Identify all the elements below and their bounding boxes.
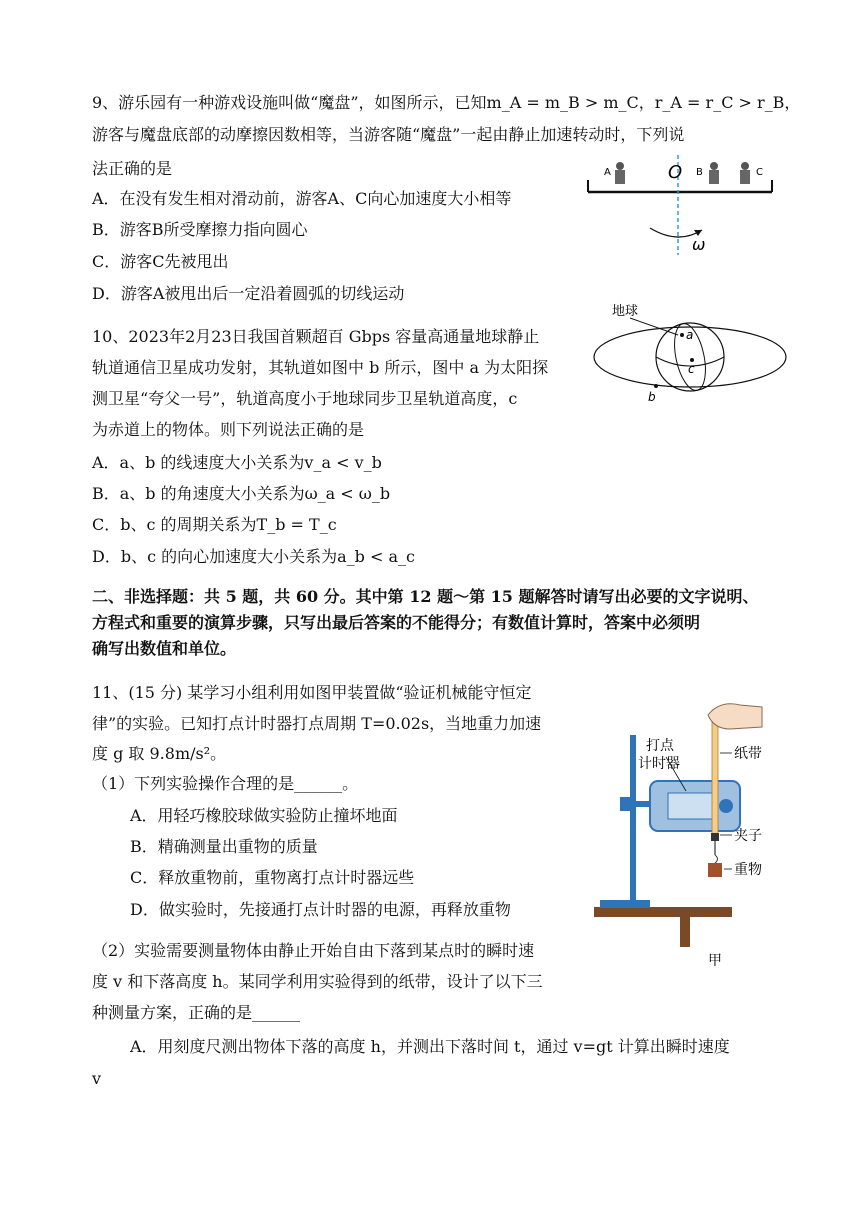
- q9-option-a: A．在没有发生相对滑动前，游客A、C向心加速度大小相等: [92, 189, 512, 208]
- q11-stem-line-2: 律”的实验。已知打点计时器打点周期 T=0.02s，当地重力加速: [92, 714, 542, 733]
- q11-sub2-line-2: 度 v 和下落高度 h。某同学利用实验得到的纸带，设计了以下三: [92, 972, 543, 991]
- hand-icon: [708, 704, 762, 729]
- q9-stem-line-2: 游客与魔盘底部的动摩擦因数相等，当游客随“魔盘”一起由静止加速转动时，下列说: [92, 125, 685, 144]
- omega-label: ω: [692, 235, 706, 254]
- q10-stem-line-1: 10、2023年2月23日我国首颗超百 Gbps 容量高通量地球静止: [92, 327, 540, 346]
- q11-sub1-option-b: B．精确测量出重物的质量: [130, 837, 318, 856]
- q11-sub1-option-c: C．释放重物前，重物离打点计时器远些: [130, 868, 415, 887]
- timer-label-2: 计时器: [638, 756, 680, 772]
- magic-disc-figure: [580, 150, 780, 260]
- disc-label-a: A: [604, 167, 611, 178]
- weight-icon: [708, 863, 722, 877]
- object-c-label: c: [688, 362, 695, 376]
- rider-c-icon: [740, 162, 750, 184]
- q11-stem-line-3: 度 g 取 9.8m/s²。: [92, 744, 227, 763]
- q10-option-a: A．a、b 的线速度大小关系为v_a < v_b: [92, 453, 382, 472]
- q11-sub2-line-1: （2）实验需要测量物体由静止开始自由下落到某点时的瞬时速: [92, 941, 535, 960]
- rider-a-icon: [615, 162, 625, 184]
- q9-option-d: D．游客A被甩出后一定沿着圆弧的切线运动: [92, 284, 405, 303]
- rider-b-icon: [709, 162, 719, 184]
- clip-label: 夹子: [734, 828, 762, 844]
- tape-label: 纸带: [734, 746, 762, 762]
- q10-option-c: C．b、c 的周期关系为T_b = T_c: [92, 515, 337, 534]
- timer-label-1: 打点: [646, 738, 674, 754]
- q11-sub2-option-a-line-2: v: [92, 1069, 102, 1088]
- figure-jia-label: 甲: [708, 953, 722, 969]
- section2-line-3: 确写出数值和单位。: [92, 639, 237, 658]
- free-fall-apparatus-figure: [590, 695, 780, 975]
- paper-tape-icon: [712, 710, 718, 838]
- q11-sub1-option-a: A．用轻巧橡胶球做实验防止撞坏地面: [130, 806, 398, 825]
- orbit-figure: [590, 295, 795, 405]
- satellite-a-label: a: [686, 328, 694, 342]
- satellite-b-label: b: [648, 390, 656, 404]
- q9-option-c: C．游客C先被甩出: [92, 252, 229, 271]
- q10-stem-line-3: 测卫星“夸父一号”，轨道高度小于地球同步卫星轨道高度，c: [92, 389, 518, 408]
- disc-label-c: C: [756, 167, 763, 178]
- q11-stem-line-1: 11、(15 分) 某学习小组利用如图甲装置做“验证机械能守恒定: [92, 683, 532, 702]
- section2-line-2: 方程式和重要的演算步骤，只写出最后答案的不能得分；有数值计算时，答案中必须明: [92, 613, 701, 632]
- q9-stem-line-1: 9、游乐园有一种游戏设施叫做“魔盘”，如图所示，已知m_A = m_B > m_C，r_A = r_C > r_B，: [92, 93, 801, 112]
- q10-option-b: B．a、b 的角速度大小关系为ω_a < ω_b: [92, 484, 391, 503]
- q9-stem-line-3: 法正确的是: [92, 159, 173, 178]
- disc-label-b: B: [696, 167, 703, 178]
- q11-sub2-line-3: 种测量方案，正确的是______: [92, 1003, 301, 1022]
- weight-label: 重物: [734, 862, 762, 878]
- q10-option-d: D．b、c 的向心加速度大小关系为a_b < a_c: [92, 547, 415, 566]
- q10-stem-line-2: 轨道通信卫星成功发射，其轨道如图中 b 所示，图中 a 为太阳探: [92, 358, 549, 377]
- q9-option-b: B．游客B所受摩擦力指向圆心: [92, 220, 308, 239]
- q10-stem-line-4: 为赤道上的物体。则下列说法正确的是: [92, 420, 365, 439]
- disc-label-o: O: [668, 162, 683, 183]
- q11-sub1-option-d: D．做实验时，先接通打点计时器的电源，再释放重物: [130, 900, 511, 919]
- q11-sub2-option-a-line-1: A．用刻度尺测出物体下落的高度 h，并测出下落时间 t，通过 v=gt 计算出瞬时速度: [130, 1037, 730, 1056]
- earth-label: 地球: [612, 304, 639, 319]
- section2-line-1: 二、非选择题：共 5 题，共 60 分。其中第 12 题～第 15 题解答时请写出必要的文字说明、: [92, 587, 759, 606]
- q11-sub1: （1）下列实验操作合理的是______。: [92, 774, 359, 793]
